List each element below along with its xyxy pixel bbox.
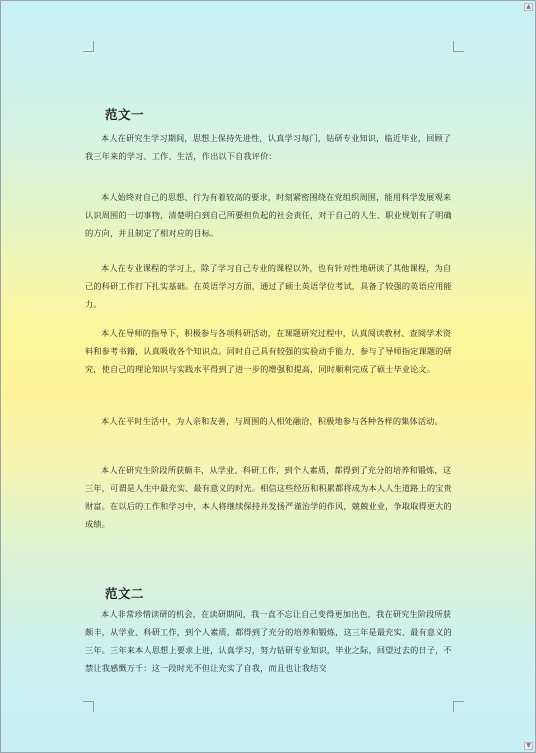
page-corner-mark-top-right [453,41,464,52]
paragraph: 本人在平时生活中，为人亲和友善，与周围的人相处融洽，积极地参与各种各样的集体活动。 [101,416,443,426]
page-corner-mark-top-left [83,41,94,52]
section-heading: 范文二 [105,586,145,601]
paragraph: 本人在研究生学习期间，思想上保持先进性，认真学习每门，钻研专业知识，临近毕业，回顾了我三年来的学习、工作、生活，作出以下自我评价： [85,133,452,161]
paragraph: 本人始终对自己的思想、行为有着较高的要求，时刻紧密围绕在党组织周围，能用科学发展观来认识周围的一切事物，清楚明白到自己所要担负起的社会责任，对于自己的人生、职业规划有了明确的方向，并且制定了相对应的目标。 [85,192,452,238]
paragraph: 本人在导师的指导下，积极参与各项科研活动，在课题研究过程中，认真阅读教材、查阅学术资料和参考书籍，认真吸收各个知识点。同时自己具有较强的实验动手能力，参与了导师指定课题的研究，使自己的理论知识与实践水平得到了进一步的增强和提高，同时顺利完成了硕士毕业论文。 [85,328,452,374]
scroll-up-arrow-icon[interactable]: ▲ [524,3,533,11]
page-corner-mark-bottom-right [453,701,464,712]
paragraph: 本人非常珍惜读研的机会，在读研期间，我一直不忘让自己变得更加出色，我在研究生阶段所获颇丰，从学业、科研工作，到个人素质，都得到了充分的培养和锻炼，这三年是最充实、最有意义的三年。三年来本人思想上要求上进，认真学习，努力钻研专业知识，毕业之际，回望过去的日子，不禁让我感慨万千：这一段时光不但让充实了自我，而且也让我结交 [85,609,452,673]
scroll-down-arrow-icon[interactable]: ▼ [524,742,533,750]
paragraph: 本人在研究生阶段所获颇丰，从学业、科研工作，到个人素质，都得到了充分的培养和锻炼，这三年，可谓是人生中最充实、最有意义的时光。相信这些经历和积累都将成为本人人生道路上的宝贵财富。在以后的工作和学习中，本人将继续保持并发扬严谨治学的作风，兢兢业业，争取取得更大的成绩。 [85,465,452,529]
paragraph: 本人在专业课程的学习上，除了学习自己专业的课程以外，也有针对性地研读了其他课程，为自己的科研工作打下扎实基础。在英语学习方面，通过了硕士英语学位考试，具备了较强的英语应用能力。 [85,263,452,309]
page-corner-mark-bottom-left [83,701,94,712]
section-heading: 范文一 [105,107,145,122]
